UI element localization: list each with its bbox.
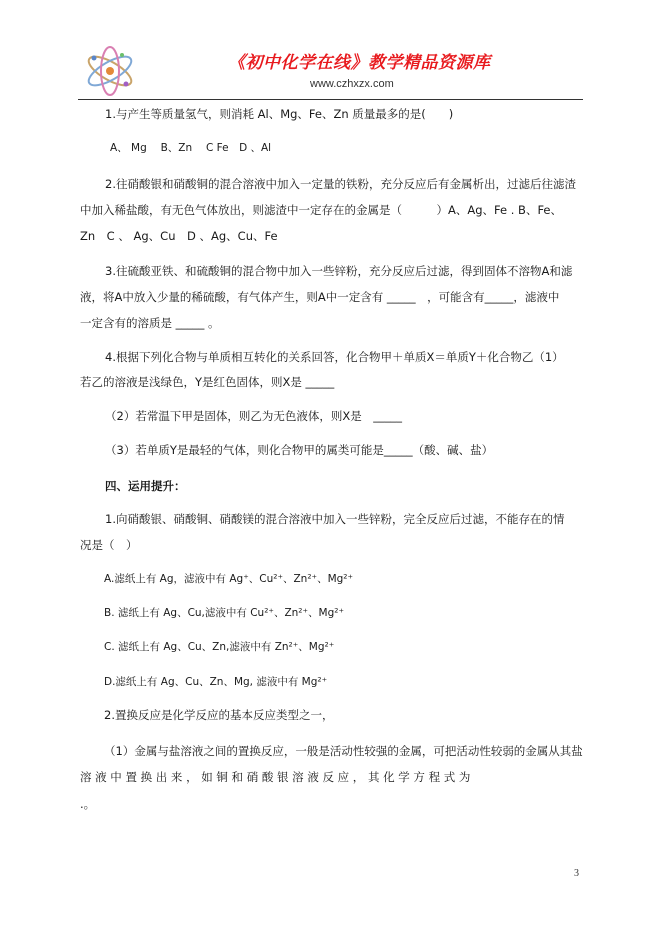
option-c: C. 滤纸上有 Ag、Cu、Zn,滤液中有 Zn²⁺、Mg²⁺ — [104, 641, 335, 653]
question-3-text: 一定含有的溶质是 _____ 。 — [80, 316, 220, 330]
question-1-options: A、 Mg B、Zn C Fe D 、Al — [110, 142, 272, 154]
section-4-question-2-part-1: 溶 液 中 置 换 出 来 ， 如 铜 和 硝 酸 银 溶 液 反 应 ， 其 化 学 方 程 式 为 — [80, 770, 471, 784]
question-4-part-2: （2）若常温下甲是固体，则乙为无色液体，则X是 _____ — [105, 409, 402, 423]
question-4-text: 4.根据下列化合物与单质相互转化的关系回答，化合物甲＋单质X＝单质Y＋化合物乙（1） — [105, 350, 564, 364]
section-heading: 四、运用提升： — [105, 479, 186, 493]
question-2-text: 2.往硝酸银和硝酸铜的混合溶液中加入一定量的铁粉，充分反应后有金属析出，过滤后往滤渣 — [105, 177, 576, 191]
page-number: 3 — [574, 868, 579, 879]
question-3-text: 3.往硫酸亚铁、和硫酸铜的混合物中加入一些锌粉，充分反应后过滤，得到固体不溶物A和滤 — [105, 264, 573, 278]
option-a: A.滤纸上有 Ag，滤液中有 Ag⁺、Cu²⁺、Zn²⁺、Mg²⁺ — [104, 573, 354, 585]
header-url: www.czhxzx.com — [310, 78, 394, 90]
section-4-question-2-part-1: （1）金属与盐溶液之间的置换反应，一般是活动性较强的金属，可把活动性较弱的金属从其盐 — [104, 744, 583, 758]
question-2-text: 中加入稀盐酸，有无色气体放出，则滤渣中一定存在的金属是（ ）A、Ag、Fe . B、Fe、 — [80, 203, 563, 217]
section-4-question-1: 1.向硝酸银、硝酸铜、硝酸镁的混合溶液中加入一些锌粉，完全反应后过滤，不能存在的情 — [105, 512, 565, 526]
question-2-options: Zn C 、 Ag、Cu D 、Ag、Cu、Fe — [80, 229, 278, 243]
question-4-part-3: （3）若单质Y是最轻的气体，则化合物甲的属类可能是_____（酸、碱、盐） — [105, 443, 494, 457]
question-1-text: 1.与产生等质量氢气，则消耗 Al、Mg、Fe、Zn 质量最多的是( ) — [105, 107, 454, 121]
option-b: B. 滤纸上有 Ag、Cu,滤液中有 Cu²⁺、Zn²⁺、Mg²⁺ — [104, 607, 345, 619]
option-d: D.滤纸上有 Ag、Cu、Zn、Mg, 滤液中有 Mg²⁺ — [104, 676, 328, 688]
atom-logo-icon — [82, 46, 138, 96]
section-4-question-1: 况是（ ） — [80, 538, 138, 552]
header-divider — [78, 99, 583, 100]
header-title: 《初中化学在线》教学精品资源库 — [228, 53, 491, 73]
header-banner — [78, 40, 583, 104]
section-4-question-2: 2.置换反应是化学反应的基本反应类型之一， — [104, 708, 334, 722]
question-4-text: 若乙的溶液是浅绿色，Y是红色固体，则X是 _____ — [80, 375, 335, 389]
section-4-question-2-part-1: .。 — [80, 797, 96, 811]
question-3-text: 液，将A中放入少量的稀硫酸，有气体产生，则A中一定含有 _____ ，可能含有_____，滤液中 — [80, 290, 560, 304]
